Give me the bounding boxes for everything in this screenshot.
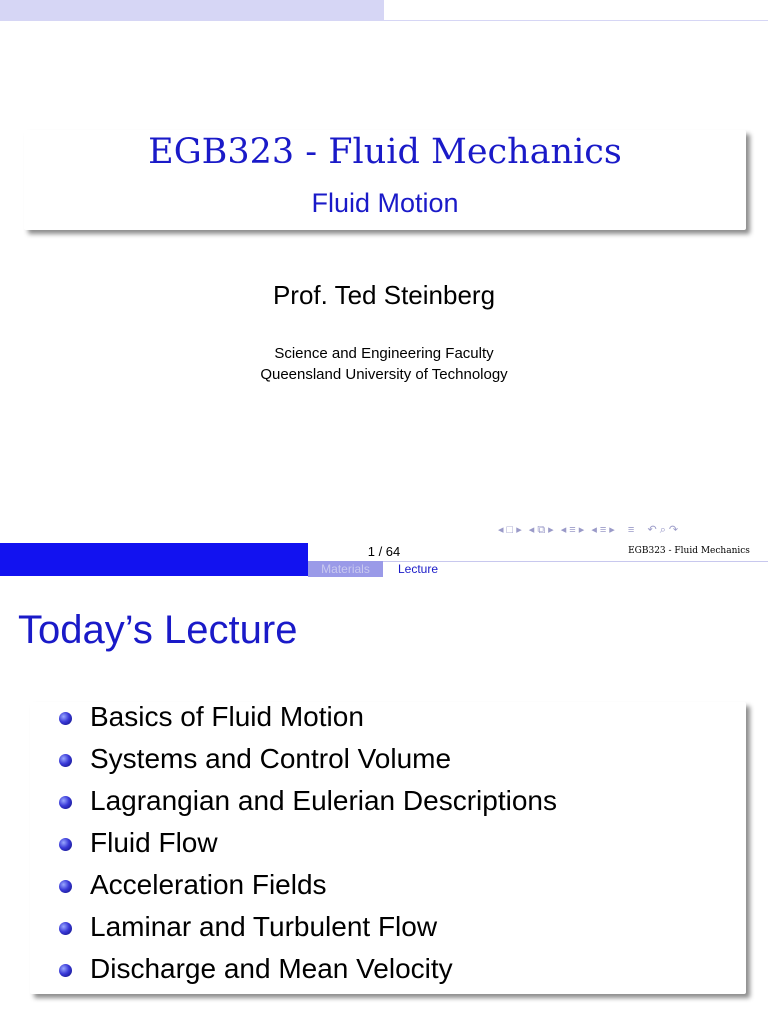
footer-short-title: EGB323 - Fluid Mechanics (628, 546, 750, 556)
bullet-icon (59, 754, 72, 767)
list-item: Discharge and Mean Velocity (30, 954, 557, 996)
nav-next-doc-icon[interactable]: ▸ (609, 524, 616, 536)
tab-lecture[interactable]: Lecture (397, 562, 439, 576)
nav-next-sub-icon[interactable]: ▸ (548, 524, 555, 536)
nav-forward-icon[interactable]: ↷ (668, 524, 680, 536)
list-item: Systems and Control Volume (30, 744, 557, 786)
nav-subsection-icon[interactable]: ⧉ (537, 524, 547, 536)
nav-frame-icon[interactable]: □ (506, 524, 515, 536)
institute-line-2: Queensland University of Technology (260, 366, 508, 383)
nav-appendix-icon[interactable]: ≡ (627, 524, 636, 536)
bullet-icon (59, 922, 72, 935)
nav-back-icon[interactable]: ↶ (647, 524, 658, 536)
beamer-navigation (498, 523, 681, 539)
nav-section-icon[interactable]: ≡ (569, 524, 577, 536)
presentation-subtitle: Fluid Motion (311, 188, 459, 218)
bullet-icon (59, 838, 72, 851)
slide-footer (0, 543, 768, 576)
title-block (24, 130, 746, 230)
list-item: Acceleration Fields (30, 870, 557, 912)
nav-next-icon[interactable]: ▸ (516, 524, 523, 536)
list-item: Fluid Flow (30, 828, 557, 870)
bullet-icon (59, 880, 72, 893)
institute-line-1: Science and Engineering Faculty (274, 345, 494, 362)
nav-prev-doc-icon[interactable]: ◂ (591, 524, 598, 536)
topic-list (30, 702, 557, 996)
list-item: Basics of Fluid Motion (30, 702, 557, 744)
nav-prev-sec-icon[interactable]: ◂ (560, 524, 568, 536)
slide-heading: Today’s Lecture (18, 608, 298, 652)
author-name: Prof. Ted Steinberg (272, 280, 496, 310)
footer-color-block (0, 543, 308, 576)
list-item: Laminar and Turbulent Flow (30, 912, 557, 954)
presentation-title: EGB323 - Fluid Mechanics (148, 132, 622, 172)
nav-prev-sub-icon[interactable]: ◂ (528, 524, 536, 536)
bullet-icon (59, 712, 72, 725)
page-number: 1 / 64 (367, 544, 401, 559)
nav-document-icon[interactable]: ≡ (599, 524, 608, 536)
nav-next-sec-icon[interactable]: ▸ (578, 524, 586, 536)
topic-list-block (30, 702, 746, 994)
bullet-icon (59, 964, 72, 977)
list-item: Lagrangian and Eulerian Descriptions (30, 786, 557, 828)
search-icon[interactable]: ⌕ (659, 524, 667, 536)
nav-prev-icon[interactable]: ◂ (498, 524, 505, 536)
bullet-icon (59, 796, 72, 809)
header-rule (384, 20, 768, 21)
tab-materials[interactable]: Materials (308, 561, 383, 577)
header-bar (0, 0, 384, 21)
